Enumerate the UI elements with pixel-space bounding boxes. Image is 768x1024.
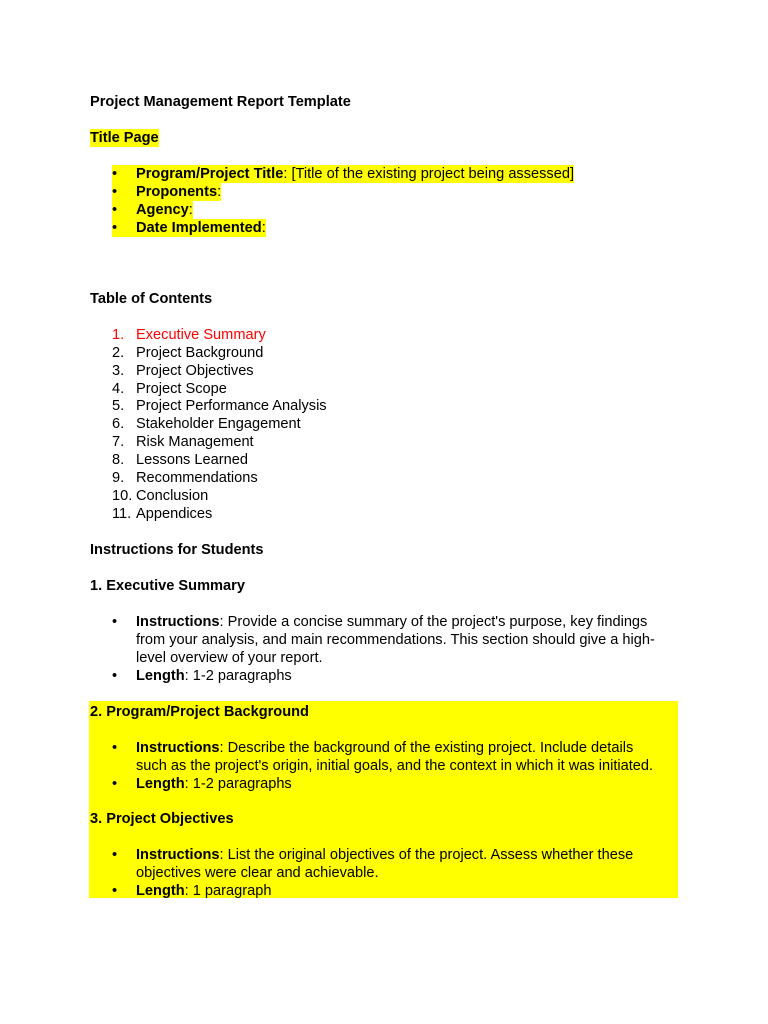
bullet: • <box>112 201 136 219</box>
instructions-heading: Instructions for Students <box>90 542 264 558</box>
bullet: • <box>112 668 118 684</box>
bullet: • <box>112 776 118 792</box>
list-item: Proponents: <box>136 184 222 200</box>
toc-item: Project Objectives <box>136 363 254 379</box>
toc-item: Conclusion <box>136 488 209 504</box>
toc-item: Stakeholder Engagement <box>136 416 301 432</box>
length-text: Length: 1-2 paragraphs <box>136 776 292 792</box>
instructions-text: such as the project's origin, initial goals, and the context in which it was initiated. <box>136 758 654 774</box>
toc-number: 4. <box>112 381 125 397</box>
instructions-text: level overview of your report. <box>136 650 323 666</box>
instructions-text: Instructions: Provide a concise summary of the project's purpose, key findings <box>136 614 648 630</box>
instructions-text: objectives were clear and achievable. <box>136 865 379 881</box>
list-item: Program/Project Title: [Title of the existing project being assessed] <box>136 166 575 182</box>
section-heading-project-background: 2. Program/Project Background <box>90 704 309 720</box>
toc-number: 1. <box>112 327 125 343</box>
length-text: Length: 1-2 paragraphs <box>136 668 292 684</box>
bullet: • <box>112 165 136 183</box>
instructions-text: Instructions: List the original objectives of the project. Assess whether these <box>136 847 634 863</box>
toc-number: 3. <box>112 363 125 379</box>
toc-number: 2. <box>112 345 125 361</box>
instructions-text: from your analysis, and main recommendations. This section should give a high- <box>136 632 655 648</box>
toc-number: 8. <box>112 452 125 468</box>
toc-number: 11. <box>112 506 132 522</box>
bullet: • <box>112 614 118 630</box>
toc-heading: Table of Contents <box>90 291 213 307</box>
title-page-heading: Title Page <box>90 130 159 146</box>
section-heading-project-objectives: 3. Project Objectives <box>90 811 234 827</box>
toc-item: Project Background <box>136 345 264 361</box>
toc-item-executive-summary: Executive Summary <box>136 327 266 343</box>
bullet: • <box>112 847 118 863</box>
length-text: Length: 1 paragraph <box>136 883 272 899</box>
bullet: • <box>112 183 136 201</box>
toc-item: Project Performance Analysis <box>136 398 327 414</box>
toc-number: 5. <box>112 398 125 414</box>
section-heading-executive-summary: 1. Executive Summary <box>90 578 245 594</box>
bullet: • <box>112 740 118 756</box>
toc-number: 6. <box>112 416 125 432</box>
list-item: Agency: <box>136 202 193 218</box>
toc-item: Recommendations <box>136 470 258 486</box>
instructions-text: Instructions: Describe the background of the existing project. Include details <box>136 740 634 756</box>
toc-number: 10. <box>112 488 133 504</box>
toc-item: Project Scope <box>136 381 227 397</box>
toc-number: 9. <box>112 470 125 486</box>
toc-item: Appendices <box>136 506 213 522</box>
toc-item: Lessons Learned <box>136 452 248 468</box>
document-title: Project Management Report Template <box>90 94 351 110</box>
toc-item: Risk Management <box>136 434 254 450</box>
bullet: • <box>112 883 118 899</box>
toc-number: 7. <box>112 434 125 450</box>
bullet: • <box>112 219 136 237</box>
list-item: Date Implemented: <box>136 220 266 236</box>
